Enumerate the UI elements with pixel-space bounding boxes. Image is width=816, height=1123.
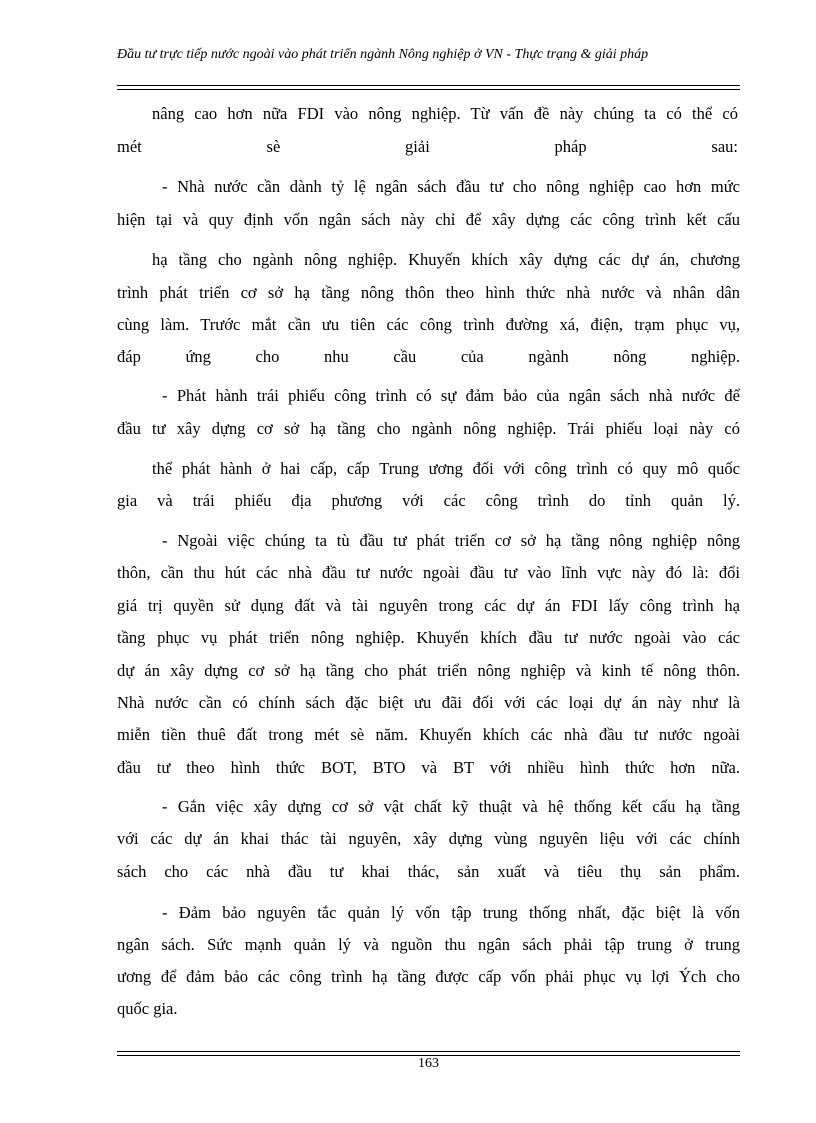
body-line: - Nhà nước cần dành tỷ lệ ngân sách đầu tư cho nông nghiệp cao hơn mức [162, 177, 740, 196]
footer-rule [117, 1051, 740, 1052]
body-line: giá trị quyền sử dụng đất và tài nguyên trong các dự án FDI lấy công trình hạ [117, 596, 740, 615]
body-line: - Ngoài việc chúng ta tù đầu tư phát triển cơ sở hạ tầng nông nghiệp nông [162, 531, 740, 550]
body-line: dự án xây dựng cơ sở hạ tầng cho phát triển nông nghiệp và kinh tế nông thôn. [117, 661, 740, 680]
header-rule [117, 85, 740, 86]
body-line: trình phát triển cơ sở hạ tầng nông thôn theo hình thức nhà nước và nhân dân [117, 283, 740, 302]
body-line: thôn, cần thu hút các nhà đầu tư nước ngoài đầu tư vào lĩnh vực này đó là: đổi [117, 563, 740, 582]
body-line: - Phát hành trái phiếu công trình có sự đảm bảo của ngân sách nhà nước để [162, 386, 740, 405]
body-line: đầu tư theo hình thức BOT, BTO và BT với nhiều hình thức hơn nữa. [117, 758, 740, 777]
body-line: miễn tiền thuê đất trong mét sè năm. Khuyến khích các nhà đầu tư nước ngoài [117, 725, 740, 744]
header-rule-double [117, 89, 740, 90]
running-header: Đầu tư trực tiếp nước ngoài vào phát triển ngành Nông nghiệp ở VN - Thực trạng & giải pháp [117, 47, 649, 62]
body-line: hiện tại và quy định vốn ngân sách này chỉ để xây dựng các công trình kết cấu [117, 210, 740, 229]
body-line: nâng cao hơn nữa FDI vào nông nghiệp. Từ vấn đề này chúng ta có thể có [152, 104, 738, 123]
body-line: - Đảm bảo nguyên tắc quản lý vốn tập trung thống nhất, đặc biệt là vốn [162, 903, 740, 922]
body-line: - Gắn việc xây dựng cơ sở vật chất kỹ thuật và hệ thống kết cấu hạ tầng [162, 797, 740, 816]
body-line: tầng phục vụ phát triển nông nghiệp. Khuyến khích đầu tư nước ngoài vào các [117, 628, 740, 647]
body-line: sách cho các nhà đầu tư khai thác, sản xuất và tiêu thụ sản phẩm. [117, 862, 740, 881]
body-line: mét sè giải pháp sau: [117, 137, 738, 156]
body-line: gia và trái phiếu địa phương với các công trình do tỉnh quản lý. [117, 491, 740, 510]
body-line: đáp ứng cho nhu cầu của ngành nông nghiệp. [117, 347, 740, 366]
body-line: với các dự án khai thác tài nguyên, xây dựng vùng nguyên liệu với các chính [117, 829, 740, 848]
body-line: Nhà nước cần có chính sách đặc biệt ưu đãi đối với các loại dự án này như là [117, 693, 740, 712]
body-line: thể phát hành ở hai cấp, cấp Trung ương đối với công trình có quy mô quốc [152, 459, 740, 478]
body-line: hạ tầng cho ngành nông nghiệp. Khuyến khích xây dựng các dự án, chương [152, 250, 740, 269]
body-line: đầu tư xây dựng cơ sở hạ tầng cho ngành nông nghiệp. Trái phiếu loại này có [117, 419, 740, 438]
body-line: quốc gia. [117, 999, 178, 1018]
page-number: 163 [418, 1056, 439, 1071]
body-line: cùng làm. Trước mắt cần ưu tiên các công trình đường xá, điện, trạm phục vụ, [117, 315, 740, 334]
body-line: ương để đảm bảo các công trình hạ tầng được cấp vốn phải phục vụ lợi Ých cho [117, 967, 740, 986]
body-line: ngân sách. Sức mạnh quản lý và nguồn thu ngân sách phải tập trung ở trung [117, 935, 740, 954]
